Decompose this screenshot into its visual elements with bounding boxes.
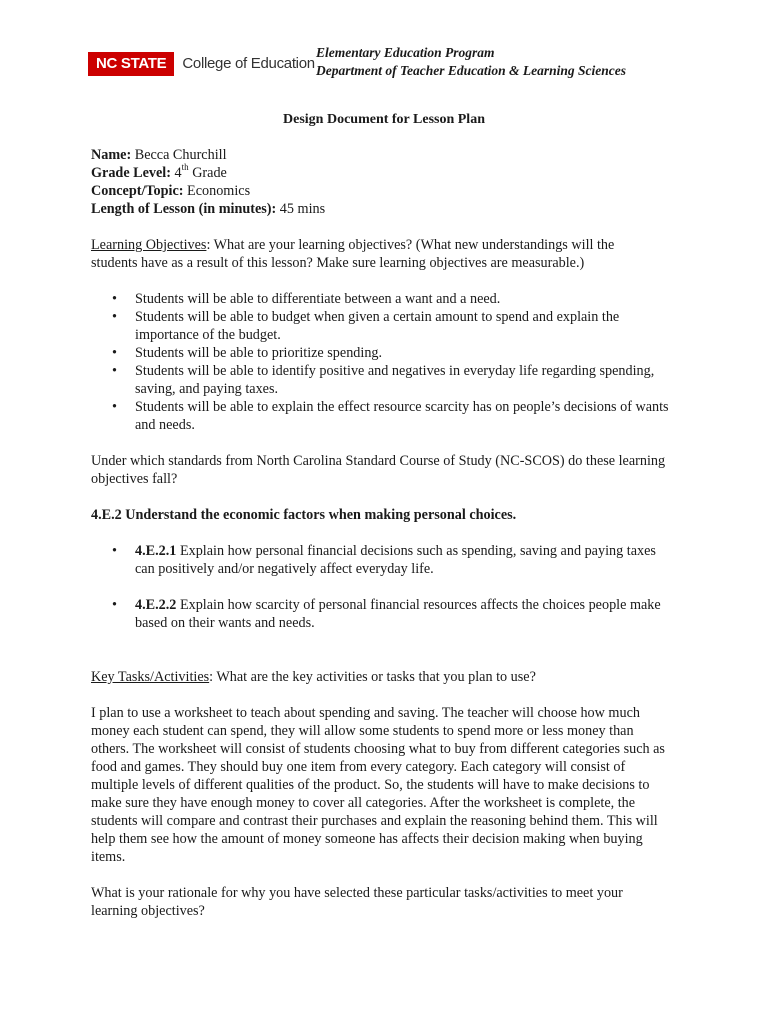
standard-text: Explain how scarcity of personal financial resources affects the choices people make based on their wants and needs.: [135, 597, 661, 631]
department-name: Department of Teacher Education & Learning Sciences: [316, 63, 626, 78]
objectives-prompt-line1: : What are your learning objectives? (What new understandings will the: [206, 237, 615, 253]
length-line: [91, 200, 671, 218]
topic-value: Economics: [187, 183, 251, 199]
program-name: Elementary Education Program: [316, 45, 495, 60]
header-program-block: [316, 44, 626, 80]
grade-word: Grade: [192, 165, 227, 181]
standard-main: 4.E.2 Understand the economic factors when making personal choices.: [91, 507, 517, 523]
tasks-heading: Key Tasks/Activities: [91, 669, 210, 685]
objective-item: • Students will be able to differentiate between a want and a need.: [135, 290, 671, 308]
logo-badge: NC STATE: [88, 52, 174, 76]
tasks-paragraph: I plan to use a worksheet to teach about spending and saving. The teacher will choose how much money each student can spend, they will allow some students to spend more or less money than others. The worksheet will consist of students choosing what to buy from different categories such as food and games. They should buy one item from every category. Each category will consist of multiple levels of different qualities of the product. So, the students will have to make decisions to make sure they have enough money to cover all categories. After the worksheet is complete, the students will compare and contrast their purchases and explain the reasoning behind them. This will help them see how the amount of money someone has affects their decision making when buying items.: [91, 705, 665, 865]
tasks-prompt: [91, 668, 671, 686]
objectives-list: [91, 290, 671, 434]
rationale-question: What is your rationale for why you have selected these particular tasks/activities to meet your learning objectives?: [91, 885, 623, 919]
standard-text: Explain how personal financial decisions such as spending, saving and paying taxes can positively and/or negatively affect everyday life.: [135, 543, 656, 577]
grade-label: Grade Level:: [91, 165, 171, 181]
objective-item: • Students will be able to identify positive and negatives in everyday life regarding spending, saving, and paying taxes.: [135, 362, 671, 398]
document-body: [91, 146, 671, 920]
tasks-prompt-text: : What are the key activities or tasks that you plan to use?: [209, 669, 536, 685]
standard-item: [135, 596, 671, 632]
grade-suffix: th: [181, 162, 189, 173]
length-label: Length of Lesson (in minutes):: [91, 201, 277, 217]
objectives-prompt-line2: students have as a result of this lesson? Make sure learning objectives are measurable.): [91, 255, 585, 271]
objective-item: • Students will be able to prioritize spending.: [135, 344, 671, 362]
standard-code: 4.E.2.2: [135, 597, 177, 613]
grade-line: [91, 164, 671, 182]
objective-item: • Students will be able to budget when given a certain amount to spend and explain the importance of the budget.: [135, 308, 671, 344]
name-label: Name:: [91, 147, 132, 163]
name-line: [91, 146, 671, 164]
standards-list: [91, 542, 671, 578]
nc-state-logo: [88, 52, 315, 76]
document-title: Design Document for Lesson Plan: [283, 112, 485, 127]
standard-item: [135, 542, 671, 578]
topic-line: [91, 182, 671, 200]
objective-item: • Students will be able to explain the effect resource scarcity has on people’s decisions of wants and needs.: [135, 398, 671, 434]
standard-code: 4.E.2.1: [135, 543, 177, 559]
name-value: Becca Churchill: [134, 147, 227, 163]
objectives-prompt: [91, 236, 671, 254]
standards-question: Under which standards from North Carolina Standard Course of Study (NC-SCOS) do these learning objectives fall?: [91, 453, 666, 487]
standards-list-2: [91, 596, 671, 632]
length-value: 45 mins: [279, 201, 326, 217]
grade-number: 4: [174, 165, 182, 181]
logo-text: College of Education: [182, 55, 315, 72]
objectives-heading: Learning Objectives: [91, 237, 207, 253]
topic-label: Concept/Topic:: [91, 183, 184, 199]
